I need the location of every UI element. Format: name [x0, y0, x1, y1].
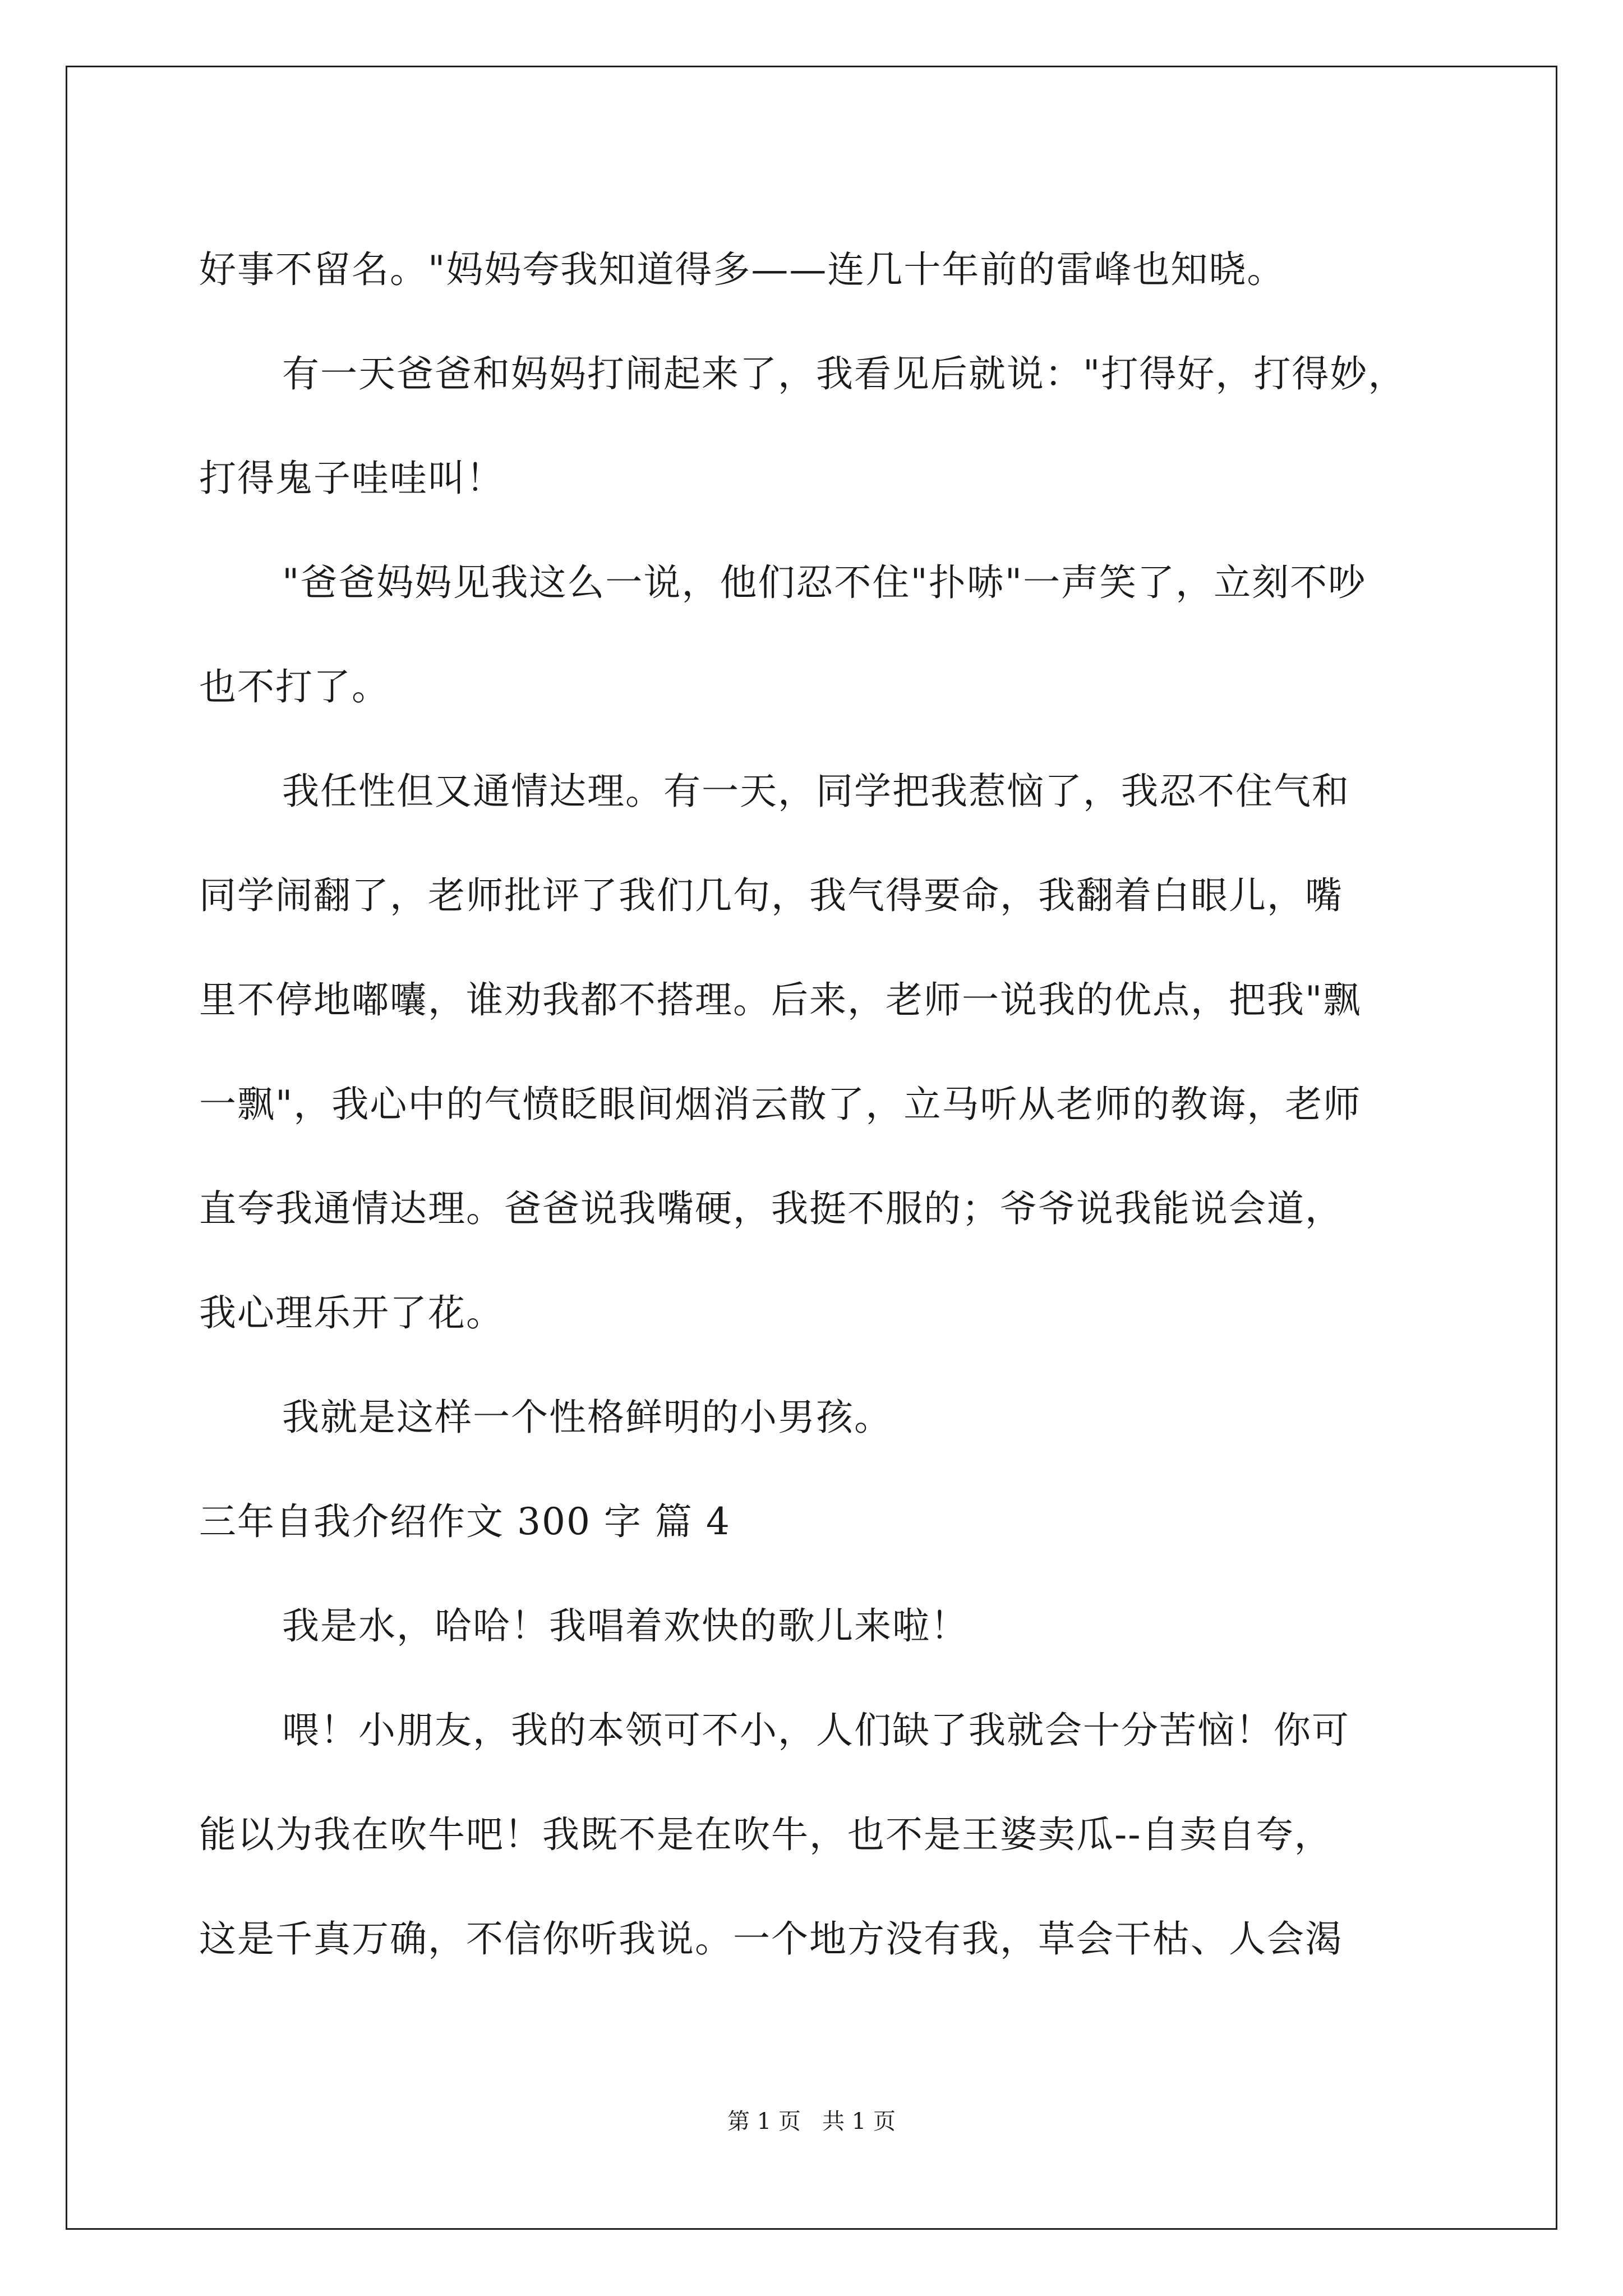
text-line: 我就是这样一个性格鲜明的小男孩。 — [282, 1396, 892, 1439]
text-line: 有一天爸爸和妈妈打闹起来了，我看见后就说："打得好，打得妙， — [282, 352, 1407, 395]
text-line: 一飘"，我心中的气愤眨眼间烟消云散了，立马听从老师的教诲，老师 — [199, 1083, 1362, 1126]
text-line: 能以为我在吹牛吧！我既不是在吹牛，也不是王婆卖瓜--自卖自夸， — [199, 1813, 1332, 1856]
page-number-footer: 第 1 页 共 1 页 — [727, 2109, 896, 2134]
text-line: 好事不留名。"妈妈夸我知道得多——连几十年前的雷峰也知晓。 — [199, 248, 1285, 291]
text-line: 也不打了。 — [199, 665, 390, 708]
text-line: 这是千真万确，不信你听我说。一个地方没有我，草会干枯、人会渴 — [199, 1917, 1343, 1961]
text-line: 里不停地嘟囔，谁劝我都不搭理。后来，老师一说我的优点，把我"飘 — [199, 978, 1362, 1022]
section-heading: 三年自我介绍作文 300 字 篇 4 — [199, 1500, 731, 1543]
text-line: 同学闹翻了，老师批评了我们几句，我气得要命，我翻着白眼儿，嘴 — [199, 874, 1343, 917]
text-line: 我是水，哈哈！我唱着欢快的歌儿来啦！ — [282, 1604, 969, 1648]
document-body — [199, 218, 1427, 1991]
text-line: 我心理乐开了花。 — [199, 1291, 504, 1335]
text-line: 我任性但又通情达理。有一天，同学把我惹恼了，我忍不住气和 — [282, 770, 1350, 813]
text-line: 直夸我通情达理。爸爸说我嘴硬，我挺不服的；爷爷说我能说会道， — [199, 1187, 1343, 1230]
text-line: 喂！小朋友，我的本领可不小，人们缺了我就会十分苦恼！你可 — [282, 1709, 1350, 1752]
text-line: "爸爸妈妈见我这么一说，他们忍不住"扑哧"一声笑了，立刻不吵 — [282, 561, 1367, 604]
text-line: 打得鬼子哇哇叫！ — [199, 457, 504, 500]
